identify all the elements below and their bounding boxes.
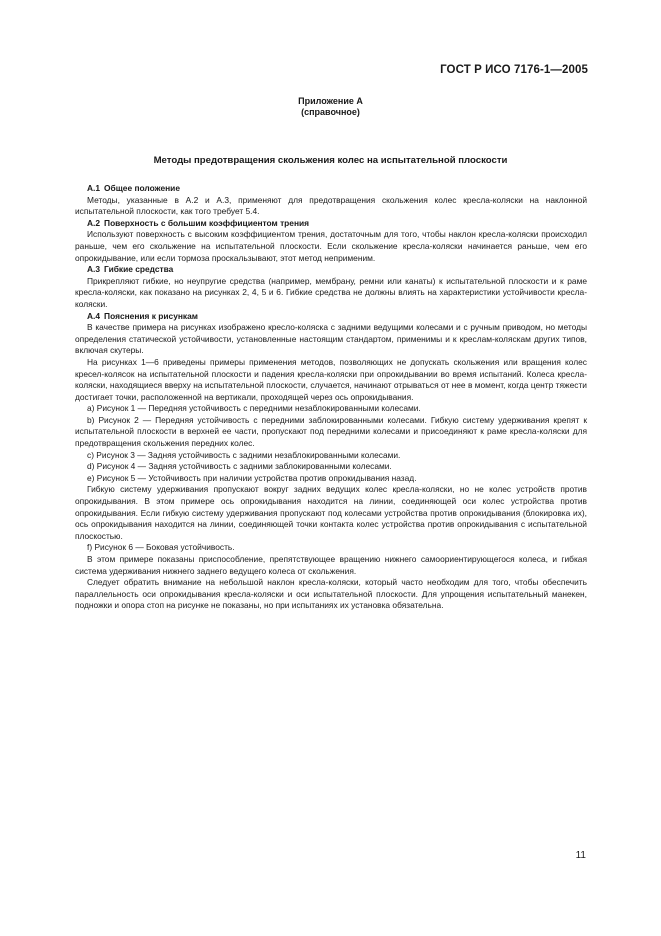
paragraph: Гибкую систему удерживания пропускают вокруг задних ведущих колес кресла-коляски, но не колес устройств против опрокидывания. В этом примере ось опрокидывания находится на линии, соединяющей оси колес устройства против опрокидывания. Если гибкую систему удерживания пропускают под колесами устройства против опрокидывания (блокировка их), ось опрокидывания находится на линии, соединяющей точки контакта колес устройства против опрокидывания с испытательной плоскостью. — [75, 484, 587, 541]
paragraph: Прикрепляют гибкие, но неупругие средства (например, мембрану, ремни или канаты) к испытательной плоскости и к раме кресла-коляски, как показано на рисунках 2, 4, 5 и 6. Гибкие средства не должны влиять на характеристики устойчивости кресла-коляски. — [75, 275, 587, 309]
standard-number: ГОСТ Р ИСО 7176-1—2005 — [440, 64, 588, 76]
section-heading: А.1 Общее положение — [87, 183, 180, 193]
paragraph: На рисунках 1—6 приведены примеры применения методов, позволяющих не допускать скольжения или вращения колес кресел-колясок на испытательной плоскости и падения кресла-коляски при опрокидывании во время испытаний. Колеса кресла-коляски, находящиеся вверху на испытательной плоскости, случается, начинают отрываться от нее в момент, когда центр тяжести достигает точки, расположенной на вертикали, проходящей через ось опрокидывания. — [75, 356, 587, 402]
document-body — [75, 183, 587, 612]
list-item: f) Рисунок 6 — Боковая устойчивость. — [87, 542, 235, 553]
annex-header — [0, 96, 661, 118]
section-heading: А.4 Пояснения к рисункам — [87, 310, 198, 321]
section-heading: А.2 Поверхность с большим коэффициентом трения — [87, 217, 310, 228]
list-item: b) Рисунок 2 — Передняя устойчивость с передними заблокированными колесами. Гибкую систему удерживания крепят к испытательной плоскости в верхней ее части, пропускают под передними колесами и присоединяют к раме кресла-коляски для предотвращения скольжения передних колес. — [75, 414, 587, 449]
paragraph: Методы, указанные в А.2 и А.3, применяют для предотвращения скольжения колес кресла-коляски на наклонной испытательной плоскости, как того требует 5.4. — [75, 194, 587, 217]
list-item: d) Рисунок 4 — Задняя устойчивость с задними заблокированными колесами. — [87, 461, 392, 472]
document-title: Методы предотвращения скольжения колес на испытательной плоскости — [153, 155, 508, 166]
section-heading: А.3 Гибкие средства — [87, 264, 174, 275]
list-item: а) Рисунок 1 — Передняя устойчивость с передними незаблокированными колесами. — [87, 403, 421, 414]
paragraph: В качестве примера на рисунках изображено кресло-коляска с задними ведущими колесами и с ручным приводом, но методы определения статической устойчивости, установленные настоящим стандартом, применимы и к креслам-коляскам других типов, включая скутеры. — [75, 322, 587, 356]
annex-subtitle: (справочное) — [301, 107, 360, 117]
page-number: 11 — [575, 850, 586, 861]
list-item: с) Рисунок 3 — Задняя устойчивость с задними незаблокированными колесами. — [87, 449, 401, 460]
annex-title: Приложение А — [298, 96, 363, 106]
list-item: е) Рисунок 5 — Устойчивость при наличии устройства против опрокидывания назад. — [87, 472, 417, 483]
paragraph: Следует обратить внимание на небольшой наклон кресла-коляски, который часто необходим для того, чтобы обеспечить параллельность оси опрокидывания кресла-коляски и оси испытательной плоскости. Для упрощения испытательный манекен, подножки и опора стоп на рисунке не показаны, но при испытаниях их установка обязательна. — [75, 577, 587, 611]
paragraph: Используют поверхность с высоким коэффициентом трения, достаточным для того, чтобы наклон кресла-коляски происходил раньше, чем его скольжение на испытательной плоскости. Если скольжение кресла-коляски начинается раньше, чем его опрокидывание, или если тормоза проскальзывают, этот метод неприменим. — [75, 229, 587, 263]
paragraph: В этом примере показаны приспособление, препятствующее вращению нижнего самоориентирующегося колеса, и гибкая система удерживания нижнего заднего ведущего колеса от скольжения. — [75, 554, 587, 576]
